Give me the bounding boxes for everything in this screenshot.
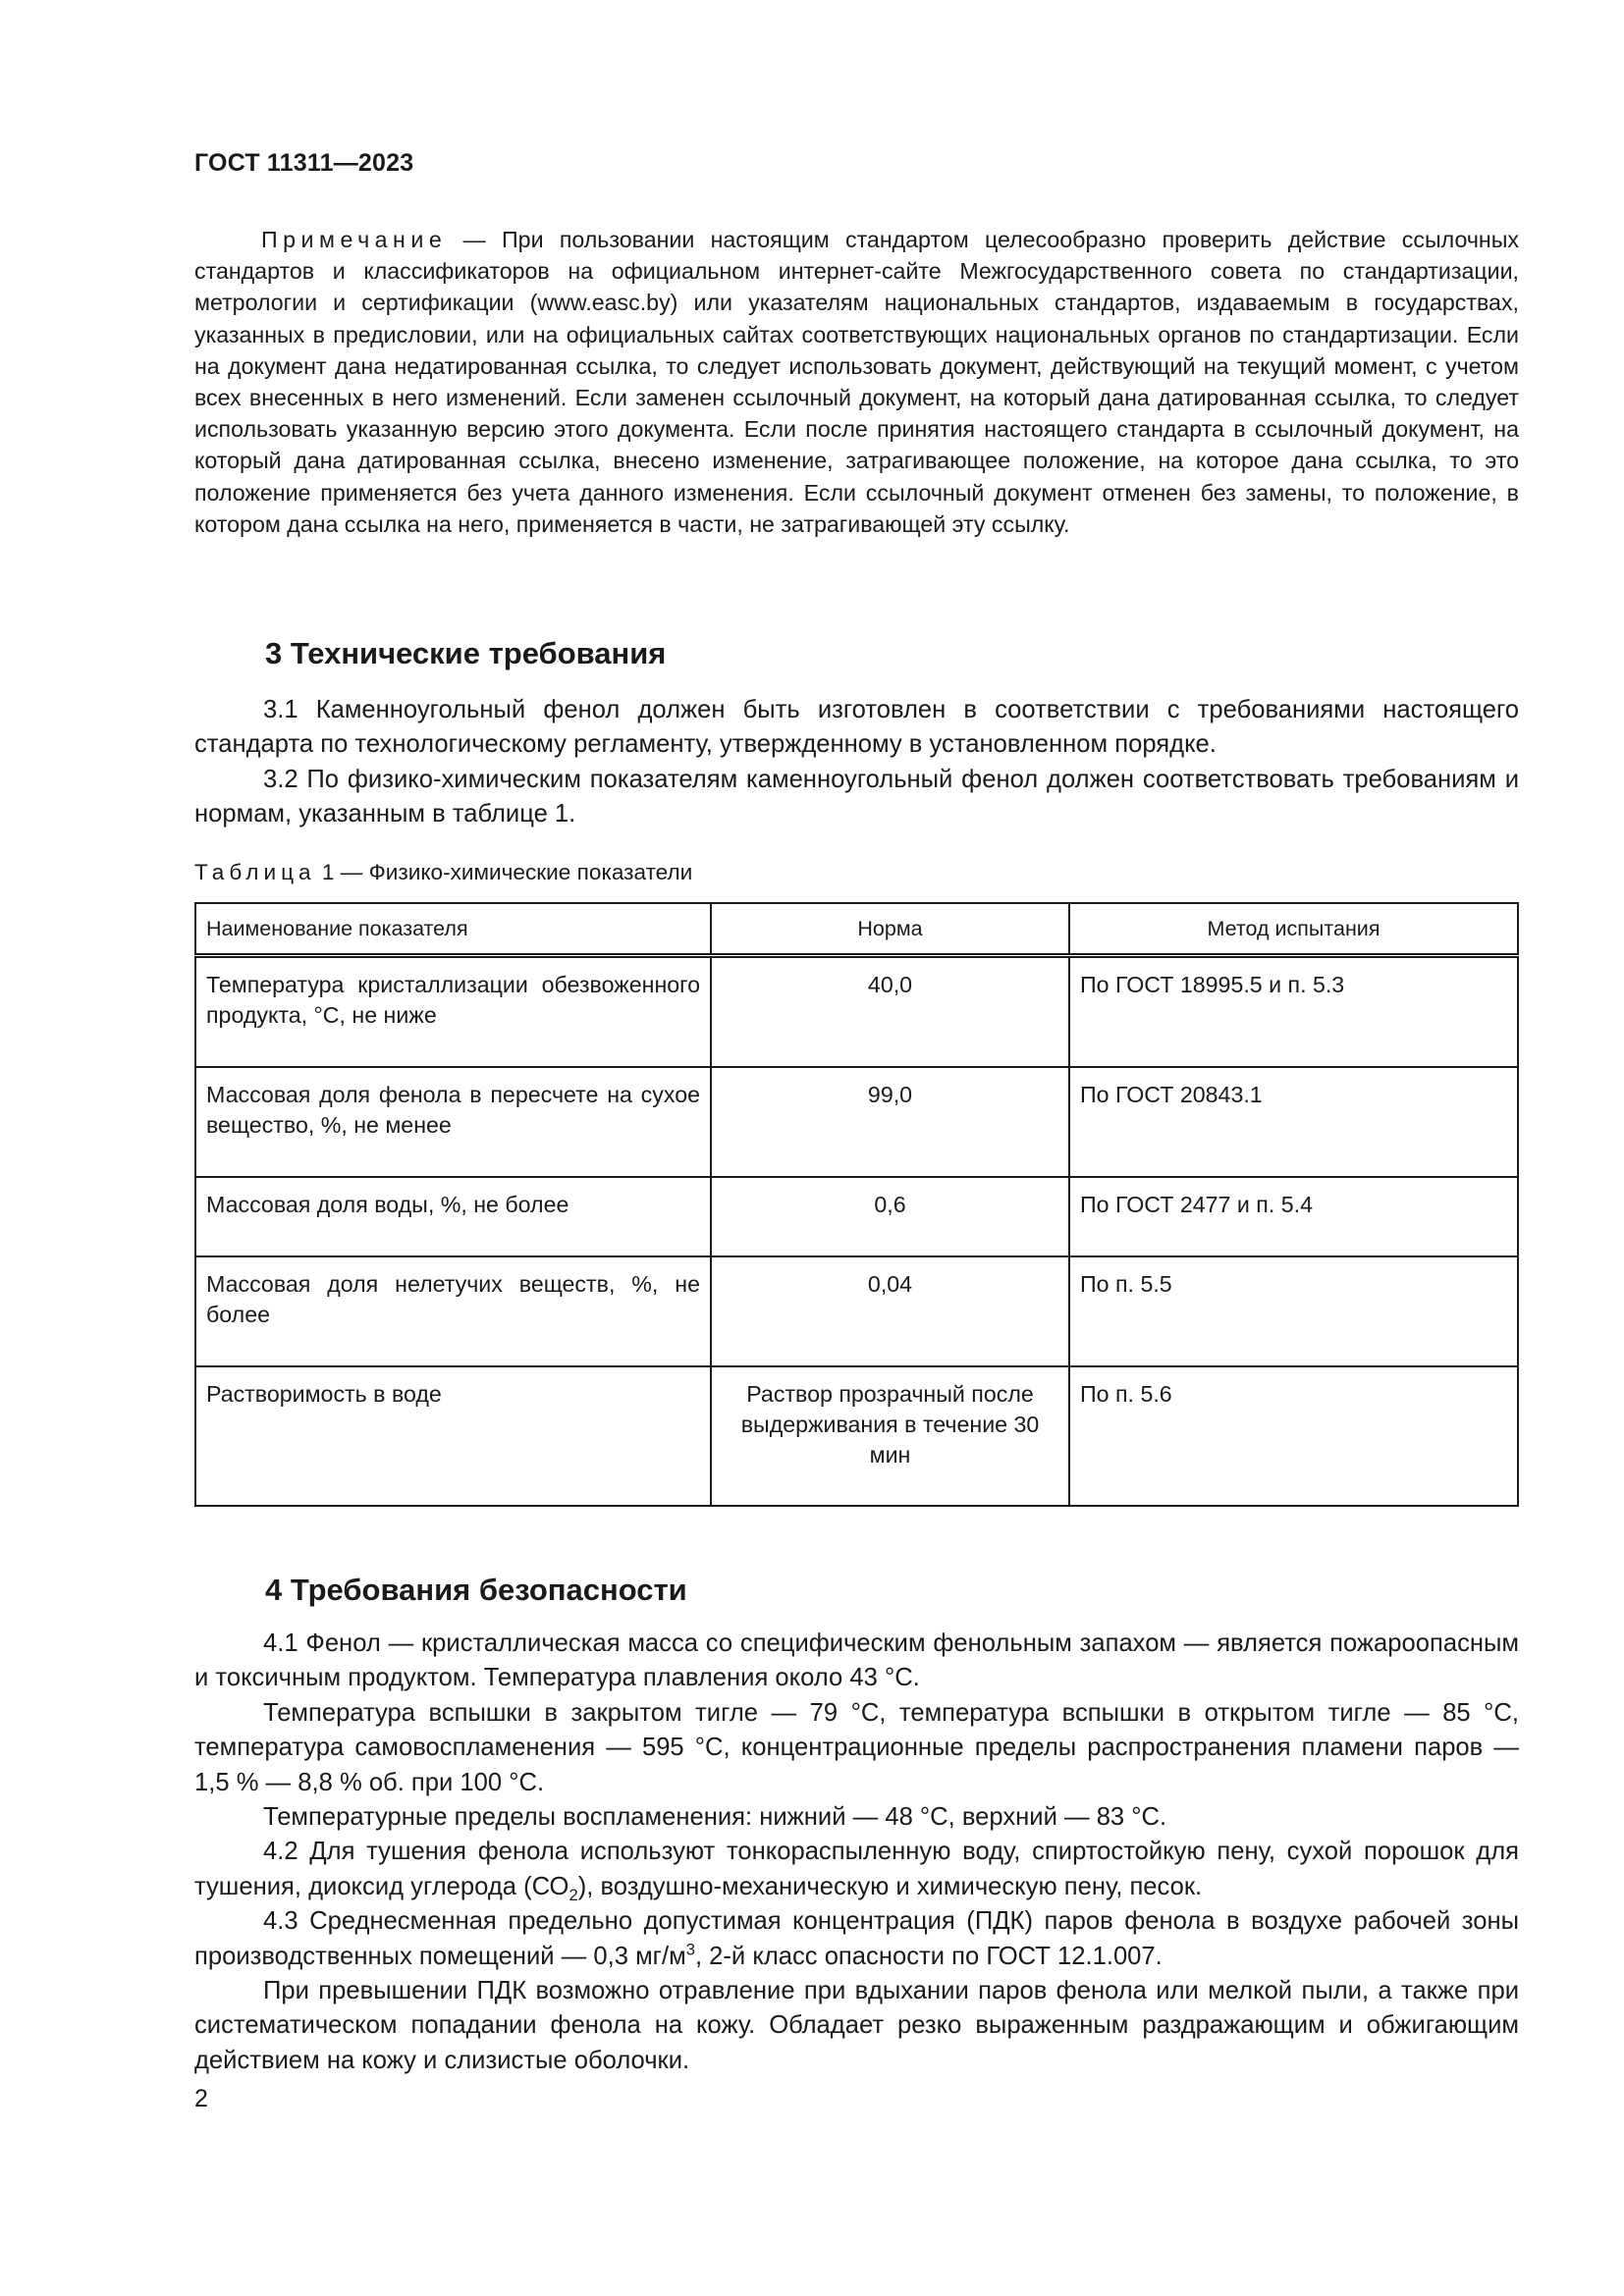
cell-indicator: Массовая доля нелетучих веществ, %, не более <box>195 1256 711 1366</box>
cell-indicator: Растворимость в воде <box>195 1366 711 1506</box>
table-row <box>195 1256 1518 1366</box>
cell-norm: 0,6 <box>711 1177 1069 1256</box>
cell-norm: Раствор прозрачный после выдерживания в течение 30 мин <box>711 1366 1069 1506</box>
document-page <box>194 0 1519 2296</box>
note-text: — При пользовании настоящим стандартом целесообразно проверить действие ссылочных стандартов и классификаторов на официальном интернет-сайте Межгосударственного совета по стандартизации, метрологии и сертификации (www.easc.by) или указателям национальных стандартов, издаваемым в государствах, указанных в предисловии, или на официальных сайтах соответствующих национальных органов по стандартизации. Если на документ дана недатированная ссылка, то следует использовать документ, действующий на текущий момент, с учетом всех внесенных в него изменений. Если заменен ссылочный документ, на который дана датированная ссылка, то следует использовать указанную версию этого документа. Если после принятия настоящего стандарта в ссылочный документ, на который дана датированная ссылка, внесено изменение, затрагивающее положение, на которое дана ссылка, то это положение применяется без учета данного изменения. Если ссылочный документ отменен без замены, то положение, в котором дана ссылка на него, применяется в части, не затрагивающей эту ссылку. <box>194 227 1519 537</box>
physico-chemical-table <box>194 902 1519 1507</box>
table-row <box>195 1067 1518 1177</box>
paragraph-4-1: 4.1 Фенол — кристаллическая масса со специфическим фенольным запахом — является пожароопасным и токсичным продуктом. Температура плавления около 43 °С. <box>194 1629 1519 1692</box>
table-header-row <box>195 903 1518 956</box>
header-method: Метод испытания <box>1069 903 1518 956</box>
paragraph-4-1-flash: Температура вспышки в закрытом тигле — 79 °С, температура вспышки в открытом тигле — 85 °С, температура самовоспламенения — 595 °С, концентрационные пределы распространения пламени паров — 1,5 % — 8,8 % об. при 100 °С. <box>194 1698 1519 1796</box>
cell-indicator: Температура кристаллизации обезвоженного продукта, °С, не ниже <box>195 956 711 1068</box>
cell-method: По п. 5.5 <box>1069 1256 1518 1366</box>
header-indicator: Наименование показателя <box>195 903 711 956</box>
section-3-body <box>194 693 1519 832</box>
paragraph-4-3 <box>194 1904 1519 1974</box>
reference-note <box>194 224 1519 540</box>
paragraph-4-3-part-a: 4.3 Среднесменная предельно допустимая концентрация (ПДК) паров фенола в воздухе рабочей зоны производственных помещений — 0,3 мг/м <box>194 1907 1519 1970</box>
cell-indicator: Массовая доля фенола в пересчете на сухое вещество, %, не менее <box>195 1067 711 1177</box>
section-3-heading: 3 Технические требования <box>265 636 667 670</box>
note-label: Примечание <box>261 227 448 252</box>
paragraph-4-3-exposure: При превышении ПДК возможно отравление при вдыхании паров фенола или мелкой пыли, а также при систематическом попадании фенола на кожу. Обладает резко выраженным раздражающим и обжигающим действием на кожу и слизистые оболочки. <box>194 1977 1519 2074</box>
document-header: ГОСТ 11311—2023 <box>194 149 414 177</box>
table-caption-text: 1 — Физико-химические показатели <box>315 860 693 884</box>
paragraph-4-2-part-a: 4.2 Для тушения фенола используют тонкораспыленную воду, спиртостойкую пену, сухой порошок для тушения, диоксид углерода (СО <box>194 1838 1519 1900</box>
page-number: 2 <box>194 2085 208 2112</box>
table-row <box>195 956 1518 1068</box>
table-row <box>195 1177 1518 1256</box>
cell-method: По ГОСТ 18995.5 и п. 5.3 <box>1069 956 1518 1068</box>
table-row <box>195 1366 1518 1506</box>
paragraph-3-2: 3.2 По физико-химическим показателям каменноугольный фенол должен соответствовать требованиям и нормам, указанным в таблице 1. <box>194 765 1519 828</box>
section-4-body <box>194 1627 1519 2078</box>
paragraph-4-1-ignition: Температурные пределы воспламенения: нижний — 48 °С, верхний — 83 °С. <box>263 1803 1167 1832</box>
header-norm: Норма <box>711 903 1069 956</box>
paragraph-4-2 <box>194 1835 1519 1904</box>
cell-norm: 0,04 <box>711 1256 1069 1366</box>
table-caption-label: Таблица <box>194 860 316 884</box>
section-4-heading: 4 Требования безопасности <box>265 1573 687 1607</box>
paragraph-3-1: 3.1 Каменноугольный фенол должен быть изготовлен в соответствии с требованиями настоящего стандарта по технологическому регламенту, утвержденному в установленном порядке. <box>194 696 1519 759</box>
paragraph-4-3-part-b: , 2-й класс опасности по ГОСТ 12.1.007. <box>694 1942 1163 1970</box>
table-caption <box>194 860 692 885</box>
cell-indicator: Массовая доля воды, %, не более <box>195 1177 711 1256</box>
cell-method: По ГОСТ 20843.1 <box>1069 1067 1518 1177</box>
cell-norm: 99,0 <box>711 1067 1069 1177</box>
cell-norm: 40,0 <box>711 956 1069 1068</box>
cubic-superscript: 3 <box>685 1940 695 1959</box>
cell-method: По ГОСТ 2477 и п. 5.4 <box>1069 1177 1518 1256</box>
co2-subscript: 2 <box>568 1885 578 1904</box>
paragraph-4-2-part-b: ), воздушно-механическую и химическую пену, песок. <box>577 1872 1203 1900</box>
cell-method: По п. 5.6 <box>1069 1366 1518 1506</box>
